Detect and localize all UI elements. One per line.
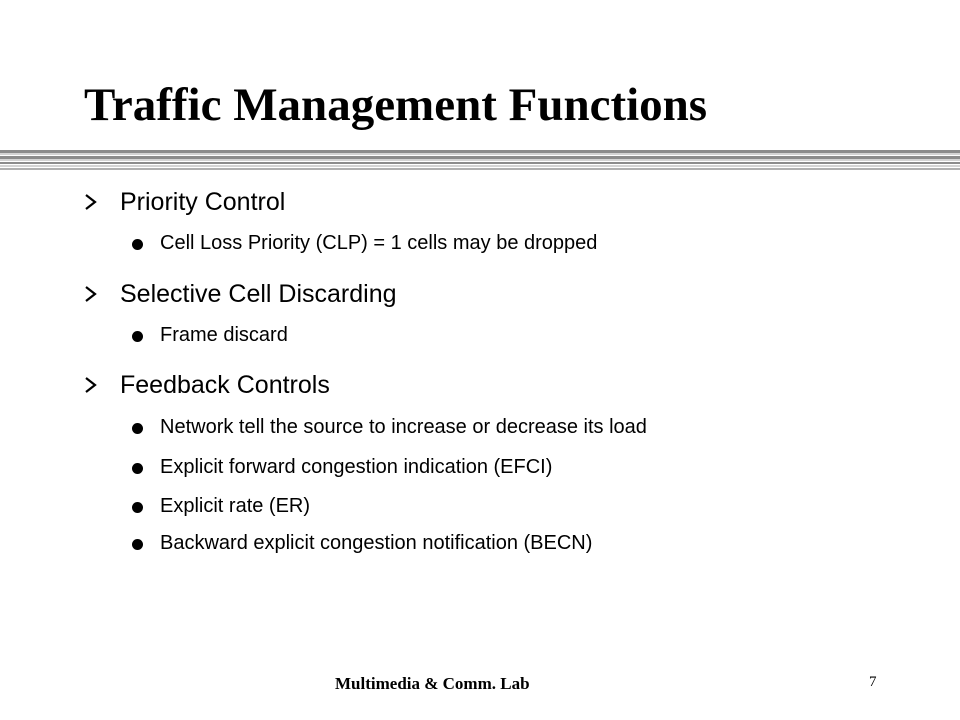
- dot-icon: [132, 539, 143, 550]
- arrowhead-icon: [84, 376, 98, 394]
- dot-icon: [132, 239, 143, 250]
- arrowhead-icon: [84, 285, 98, 303]
- dot-icon: [132, 463, 143, 474]
- title-divider: [0, 150, 960, 172]
- slide-title: Traffic Management Functions: [84, 79, 708, 131]
- page-number: 7: [869, 674, 877, 690]
- dot-icon: [132, 502, 143, 513]
- bullet-heading: Priority Control: [120, 188, 286, 216]
- slide-footer: Multimedia & Comm. Lab: [335, 674, 530, 693]
- bullet-heading: Feedback Controls: [120, 371, 330, 399]
- bullet-text: Network tell the source to increase or decrease its load: [160, 416, 647, 438]
- bullet-text: Frame discard: [160, 324, 288, 346]
- dot-icon: [132, 423, 143, 434]
- arrowhead-icon: [84, 193, 98, 211]
- bullet-text: Backward explicit congestion notification (BECN): [160, 532, 593, 554]
- bullet-heading: Selective Cell Discarding: [120, 280, 397, 308]
- bullet-text: Explicit rate (ER): [160, 495, 311, 517]
- dot-icon: [132, 331, 143, 342]
- bullet-text: Explicit forward congestion indication (EFCI): [160, 456, 553, 478]
- bullet-text: Cell Loss Priority (CLP) = 1 cells may be dropped: [160, 232, 598, 254]
